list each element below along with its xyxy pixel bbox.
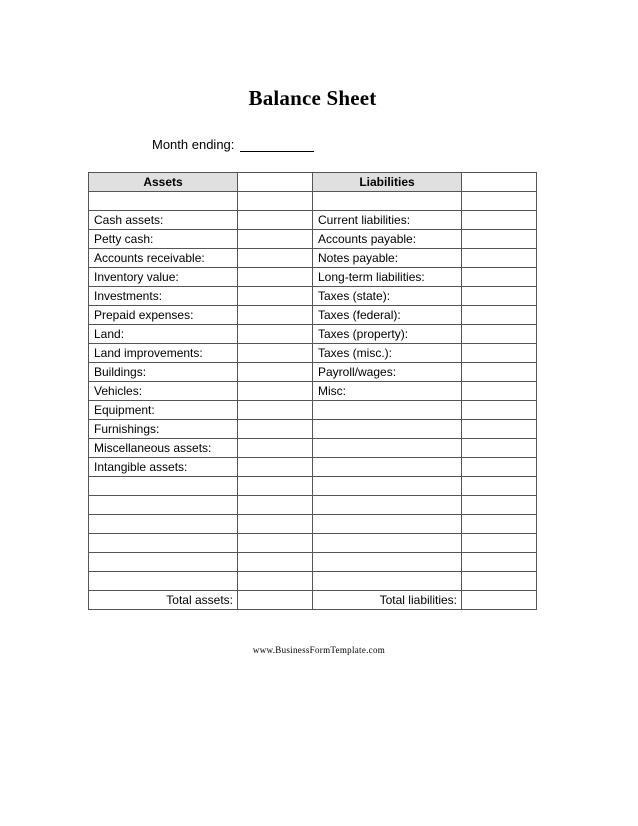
liability-label: Taxes (state): xyxy=(313,287,462,306)
liability-amount-cell[interactable] xyxy=(462,572,537,591)
asset-amount-cell[interactable] xyxy=(238,344,313,363)
table-row xyxy=(89,382,537,401)
liability-amount-cell[interactable] xyxy=(462,401,537,420)
total-assets-amount-cell[interactable] xyxy=(238,591,313,610)
asset-label: Intangible assets: xyxy=(89,458,238,477)
asset-label xyxy=(89,192,238,211)
liability-amount-cell[interactable] xyxy=(462,458,537,477)
asset-label: Vehicles: xyxy=(89,382,238,401)
liability-label xyxy=(313,420,462,439)
asset-amount-cell[interactable] xyxy=(238,363,313,382)
asset-amount-cell[interactable] xyxy=(238,458,313,477)
month-ending-label: Month ending: xyxy=(152,137,235,152)
liability-amount-cell[interactable] xyxy=(462,249,537,268)
total-liabilities-label: Total liabilities: xyxy=(313,591,462,610)
liability-amount-cell[interactable] xyxy=(462,363,537,382)
table-row xyxy=(89,496,537,515)
table-row xyxy=(89,249,537,268)
liability-label xyxy=(313,515,462,534)
asset-amount-cell[interactable] xyxy=(238,515,313,534)
totals-row xyxy=(89,591,537,610)
balance-sheet-body xyxy=(89,173,537,610)
liability-amount-cell[interactable] xyxy=(462,420,537,439)
liability-label: Long-term liabilities: xyxy=(313,268,462,287)
asset-amount-cell[interactable] xyxy=(238,572,313,591)
liability-label: Misc: xyxy=(313,382,462,401)
liability-label xyxy=(313,192,462,211)
liability-amount-cell[interactable] xyxy=(462,268,537,287)
asset-amount-cell[interactable] xyxy=(238,420,313,439)
liability-amount-cell[interactable] xyxy=(462,230,537,249)
table-row xyxy=(89,439,537,458)
liability-amount-cell[interactable] xyxy=(462,477,537,496)
liability-amount-cell[interactable] xyxy=(462,211,537,230)
table-row xyxy=(89,268,537,287)
asset-amount-cell[interactable] xyxy=(238,553,313,572)
liability-label xyxy=(313,572,462,591)
month-ending-row xyxy=(152,137,314,152)
asset-amount-cell[interactable] xyxy=(238,382,313,401)
table-row xyxy=(89,515,537,534)
asset-label: Furnishings: xyxy=(89,420,238,439)
assets-header-amount-cell xyxy=(238,173,313,192)
asset-label: Buildings: xyxy=(89,363,238,382)
liability-amount-cell[interactable] xyxy=(462,553,537,572)
asset-amount-cell[interactable] xyxy=(238,306,313,325)
asset-label: Cash assets: xyxy=(89,211,238,230)
asset-label xyxy=(89,477,238,496)
liability-amount-cell[interactable] xyxy=(462,287,537,306)
liability-amount-cell[interactable] xyxy=(462,344,537,363)
liability-label: Current liabilities: xyxy=(313,211,462,230)
table-row xyxy=(89,363,537,382)
liability-label: Payroll/wages: xyxy=(313,363,462,382)
liability-label: Taxes (federal): xyxy=(313,306,462,325)
asset-label: Land: xyxy=(89,325,238,344)
liability-amount-cell[interactable] xyxy=(462,306,537,325)
month-ending-field[interactable] xyxy=(240,137,314,152)
liability-label xyxy=(313,401,462,420)
asset-label xyxy=(89,572,238,591)
balance-sheet-table xyxy=(88,172,537,610)
table-row xyxy=(89,458,537,477)
asset-label: Land improvements: xyxy=(89,344,238,363)
liabilities-header-amount-cell xyxy=(462,173,537,192)
liability-label: Notes payable: xyxy=(313,249,462,268)
liabilities-header: Liabilities xyxy=(313,173,462,192)
asset-label: Equipment: xyxy=(89,401,238,420)
liability-amount-cell[interactable] xyxy=(462,192,537,211)
table-row xyxy=(89,553,537,572)
asset-amount-cell[interactable] xyxy=(238,496,313,515)
asset-amount-cell[interactable] xyxy=(238,287,313,306)
liability-amount-cell[interactable] xyxy=(462,496,537,515)
page-title: Balance Sheet xyxy=(248,86,377,110)
liability-label: Accounts payable: xyxy=(313,230,462,249)
liability-amount-cell[interactable] xyxy=(462,382,537,401)
asset-amount-cell[interactable] xyxy=(238,439,313,458)
table-row xyxy=(89,325,537,344)
table-row xyxy=(89,230,537,249)
table-row xyxy=(89,211,537,230)
asset-label: Prepaid expenses: xyxy=(89,306,238,325)
table-row xyxy=(89,477,537,496)
table-row xyxy=(89,287,537,306)
liability-amount-cell[interactable] xyxy=(462,325,537,344)
asset-amount-cell[interactable] xyxy=(238,268,313,287)
liability-label xyxy=(313,553,462,572)
liability-label xyxy=(313,458,462,477)
asset-amount-cell[interactable] xyxy=(238,211,313,230)
liability-label xyxy=(313,534,462,553)
table-row xyxy=(89,192,537,211)
asset-amount-cell[interactable] xyxy=(238,477,313,496)
asset-amount-cell[interactable] xyxy=(238,230,313,249)
liability-label: Taxes (property): xyxy=(313,325,462,344)
liability-label xyxy=(313,439,462,458)
asset-amount-cell[interactable] xyxy=(238,249,313,268)
asset-amount-cell[interactable] xyxy=(238,325,313,344)
asset-amount-cell[interactable] xyxy=(238,401,313,420)
liability-label xyxy=(313,477,462,496)
liability-amount-cell[interactable] xyxy=(462,515,537,534)
asset-label: Petty cash: xyxy=(89,230,238,249)
asset-label xyxy=(89,496,238,515)
asset-label: Accounts receivable: xyxy=(89,249,238,268)
total-assets-label: Total assets: xyxy=(89,591,238,610)
liability-label xyxy=(313,496,462,515)
assets-header: Assets xyxy=(89,173,238,192)
total-liabilities-amount-cell[interactable] xyxy=(462,591,537,610)
asset-label xyxy=(89,515,238,534)
header-row xyxy=(89,173,537,192)
table-row xyxy=(89,306,537,325)
table-row xyxy=(89,534,537,553)
table-row xyxy=(89,344,537,363)
liability-label: Taxes (misc.): xyxy=(313,344,462,363)
table-row xyxy=(89,420,537,439)
liability-amount-cell[interactable] xyxy=(462,534,537,553)
footer-url: www.BusinessFormTemplate.com xyxy=(252,645,386,655)
asset-label: Inventory value: xyxy=(89,268,238,287)
asset-amount-cell[interactable] xyxy=(238,192,313,211)
table-row xyxy=(89,572,537,591)
asset-label xyxy=(89,553,238,572)
asset-amount-cell[interactable] xyxy=(238,534,313,553)
asset-label: Investments: xyxy=(89,287,238,306)
liability-amount-cell[interactable] xyxy=(462,439,537,458)
asset-label: Miscellaneous assets: xyxy=(89,439,238,458)
table-row xyxy=(89,401,537,420)
asset-label xyxy=(89,534,238,553)
